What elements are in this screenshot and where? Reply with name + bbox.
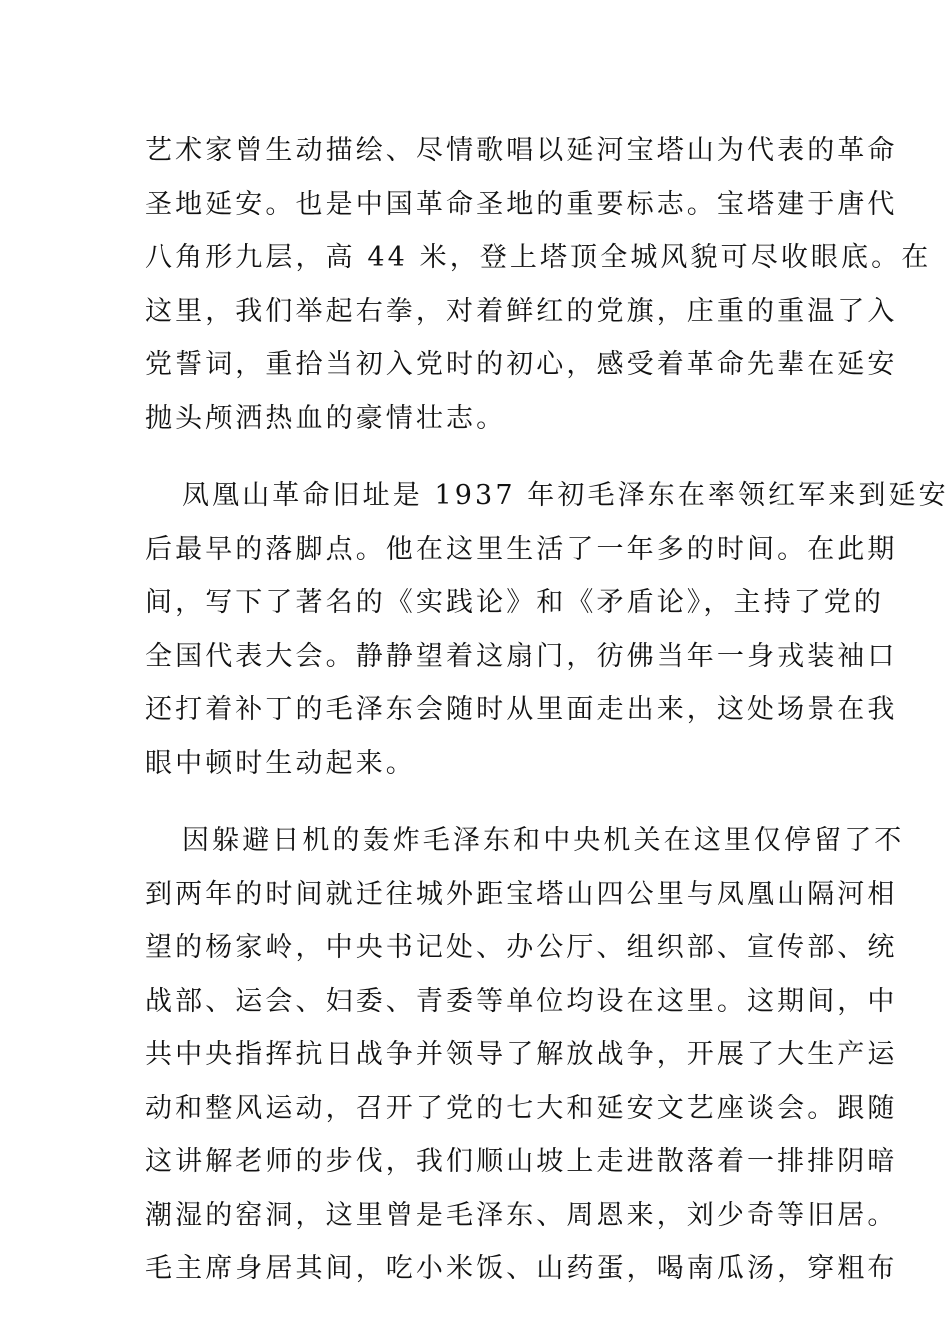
paragraph-3 [145,814,905,1296]
paragraph-1-line-3: 八角形九层，高 44 米，登上塔顶全城风貌可尽收眼底。在 [145,242,932,273]
paragraph-3-line-4: 战部、运会、妇委、青委等单位均设在这里。这期间，中 [145,985,898,1017]
paragraph-spacer [145,445,810,469]
paragraph-3-line-6: 动和整风运动，召开了党的七大和延安文艺座谈会。跟随 [145,1092,898,1124]
paragraph-3-line-1: 因躲避日机的轰炸毛泽东和中央机关在这里仅停留了不 [182,825,905,856]
paragraph-3-line-3: 望的杨家岭，中央书记处、办公厅、组织部、宣传部、统 [145,932,898,963]
paragraph-1 [145,124,932,445]
paragraph-2-line-2: 后最早的落脚点。他在这里生活了一年多的时间。在此期 [145,533,898,565]
paragraph-3-line-8: 潮湿的窑洞，这里曾是毛泽东、周恩来，刘少奇等旧居。 [145,1199,898,1231]
paragraph-spacer [145,790,810,814]
paragraph-1-line-4: 这里，我们举起右拳，对着鲜红的党旗，庄重的重温了入 [145,295,898,327]
paragraph-3-line-5: 共中央指挥抗日战争并领导了解放战争，开展了大生产运 [145,1039,898,1070]
document-body [145,124,949,1296]
paragraph-1-line-1: 艺术家曾生动描绘、尽情歌唱以延河宝塔山为代表的革命 [145,135,898,166]
paragraph-2-line-6: 眼中顿时生动起来。 [145,747,416,779]
paragraph-3-line-7: 这讲解老师的步伐，我们顺山坡上走进散落着一排排阴暗 [145,1146,898,1177]
paragraph-3-line-9: 毛主席身居其间，吃小米饭、山药蛋，喝南瓜汤，穿粗布 [145,1253,898,1284]
paragraph-2-line-3: 间，写下了著名的《实践论》和《矛盾论》，主持了党的 [145,587,884,618]
paragraph-1-line-2: 圣地延安。也是中国革命圣地的重要标志。宝塔建于唐代 [145,188,898,220]
paragraph-2 [145,469,949,790]
paragraph-2-line-5: 还打着补丁的毛泽东会随时从里面走出来，这处场景在我 [145,694,898,725]
paragraph-2-line-1: 凤凰山革命旧址是 1937 年初毛泽东在率领红军来到延安 [182,480,949,511]
paragraph-3-line-2: 到两年的时间就迁往城外距宝塔山四公里与凤凰山隔河相 [145,878,898,910]
paragraph-1-line-5: 党誓词，重拾当初入党时的初心，感受着革命先辈在延安 [145,349,898,380]
paragraph-2-line-4: 全国代表大会。静静望着这扇门，彷佛当年一身戎装袖口 [145,640,898,672]
paragraph-1-line-6: 抛头颅洒热血的豪情壮志。 [145,402,507,434]
